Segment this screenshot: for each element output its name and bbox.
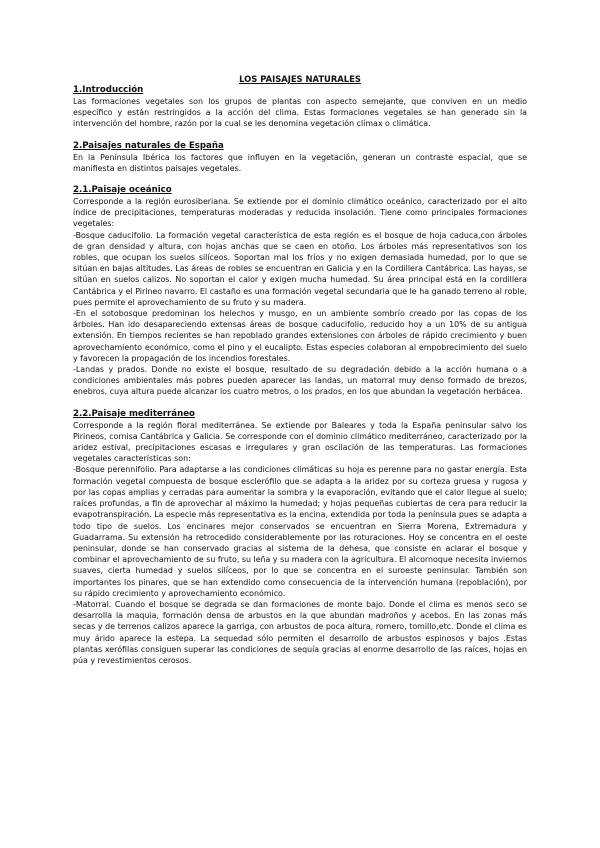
paragraph: -Landas y prados. Donde no existe el bosque, resultado de su degradación debido a la acción humana o a condiciones ambientales más pobres pueden aparecer las landas, un matorral muy denso formado de brezos, enebros, cuya altura puede alcanzar los cuatro metros, o los prados, en los que abundan la vegetación herbácea. (73, 365, 527, 397)
paragraph: En la Península Ibérica los factores que influyen en la vegetación, generan un contraste espacial, que se manifiesta en distintos paisajes vegetales. (73, 152, 527, 173)
section-heading: 2.1.Paisaje oceánico (73, 185, 172, 196)
paragraph: -Bosque perennifolio. Para adaptarse a las condiciones climáticas su hoja es perenne para no gastar energía. Esta formación vegetal compuesta de bosque esclerófilo que se adapta a la aridez por su corteza gruesa y rugosa y por las copas amplias y cerradas para aumentar la sombra y la evaporación, evitando que el calor llegue al suelo; raíces profundas, a fin de aprovechar al máximo la humedad; y hojas pequeñas cubiertas de cera para reducir la evapotranspiración. La especie más representativa es la encina, extendida por toda la península pues se adapta a todo tipo de suelos. Los encinares mejor conservados se encuentran en Sierra Morena, Extremadura y Guadarrama. Su extensión ha retrocedido considerablemente por las roturaciones. Hoy se concentra en el oeste peninsular, donde se han conservado gracias al sistema de la dehesa, que consiste en aclarar el bosque y combinar el aprovechamiento de su fruto, su leña y su madera con la agricultura. El alcornoque necesita inviernos suaves, cierta humedad y suelos silíceos, por lo que se concentra en el suroeste peninsular. También son importantes los pinares, que se han extendido como consecuencia de la intervención humana (repoblación), por su rápido crecimiento y aprovechamiento económico. (73, 465, 527, 598)
paragraph: -Bosque caducifolio. La formación vegetal característica de esta región es el bosque de hoja caduca,con árboles de gran densidad y altura, con hojas anchas que se caen en otoño. Los árboles más representativos son los robles, que ocupan los suelos silíceos. Soportan mal los fríos y no exigen demasiada humedad, por lo que se sitúan en bajas altitudes. Las áreas de robles se encuentran en Galicia y en la Cordillera Cantábrica. Las hayas, se sitúan en suelos calizos. No soportan el calor y exigen mucha humedad. Su área principal está en la cordillera Cantábrica y el Pirineo navarro. El castaño es una formación vegetal secundaria que le ha ganado terreno al roble, pues permite el aprovechamiento de su fruto y su madera. (73, 230, 527, 307)
paragraph: Corresponde a la región eurosiberiana. Se extiende por el dominio climático oceánico, caracterizado por el alto índice de precipitaciones, temperaturas moderadas y reducida insolación. Tiene como principales formaciones vegetales: (73, 197, 527, 229)
section-paisaje-oceanico (73, 185, 527, 398)
section-heading: 2.2.Paisaje mediterráneo (73, 408, 195, 419)
section-heading: 1.Introducción (73, 85, 144, 95)
section-paisaje-mediterraneo (73, 409, 527, 666)
section-introduccion (73, 85, 527, 130)
paragraph: -Matorral. Cuando el bosque se degrada se dan formaciones de monte bajo. Donde el clima es menos seco se desarrolla la maquia, formación densa de arbustos en la que abundan madroños y acebos. En las zonas más secas y de terrenos calizos aparece la garriga, con arbustos de poca altura, romero, tomillo,etc. Donde el clima es muy árido aparece la estepa. La sequedad sólo permiten el desarrollo de arbustos espinosos y bajos .Estas plantas xerófilas consiguen superar las condiciones de sequía gracias al enorme desarrollo de las raíces, hojas en púa y revestimientos cerosos. (73, 599, 527, 665)
section-heading: 2.Paisajes naturales de España (73, 140, 224, 151)
document-title: LOS PAISAJES NATURALES (239, 74, 361, 84)
paragraph: Las formaciones vegetales son los grupos de plantas con aspecto semejante, que conviven en un medio específico y están restringidos a la acción del clima. Estas formaciones vegetales se han generado sin la intervención del hombre, razón por la cual se les denomina vegetación clímax o climática. (73, 97, 527, 129)
paragraph: -En el sotobosque predominan los helechos y musgo, en un ambiente sombrío creado por las copas de los árboles. Han ido desapareciendo extensas áreas de bosque caducifolio, reducido hoy a un 10% de su antigua extensión. En tiempos recientes se han repoblado grandes extensiones con árboles de rápido crecimiento y buen aprovechamiento económico, como el pino y el eucalipto. Estas especies colaboran al empobrecimiento del suelo y favorecen la propagación de los incendios forestales. (73, 309, 527, 363)
paragraph: Corresponde a la región floral mediterránea. Se extiende por Baleares y toda la España peninsular salvo los Pirineos, cornisa Cantábrica y Galicia. Se corresponde con el dominio climático mediterráneo, caracterizado por la aridez estival, precipitaciones escasas e irregulares y gran oscilación de las temperaturas. Las formaciones vegetales características son: (73, 420, 527, 464)
section-paisajes-espana (73, 141, 527, 174)
